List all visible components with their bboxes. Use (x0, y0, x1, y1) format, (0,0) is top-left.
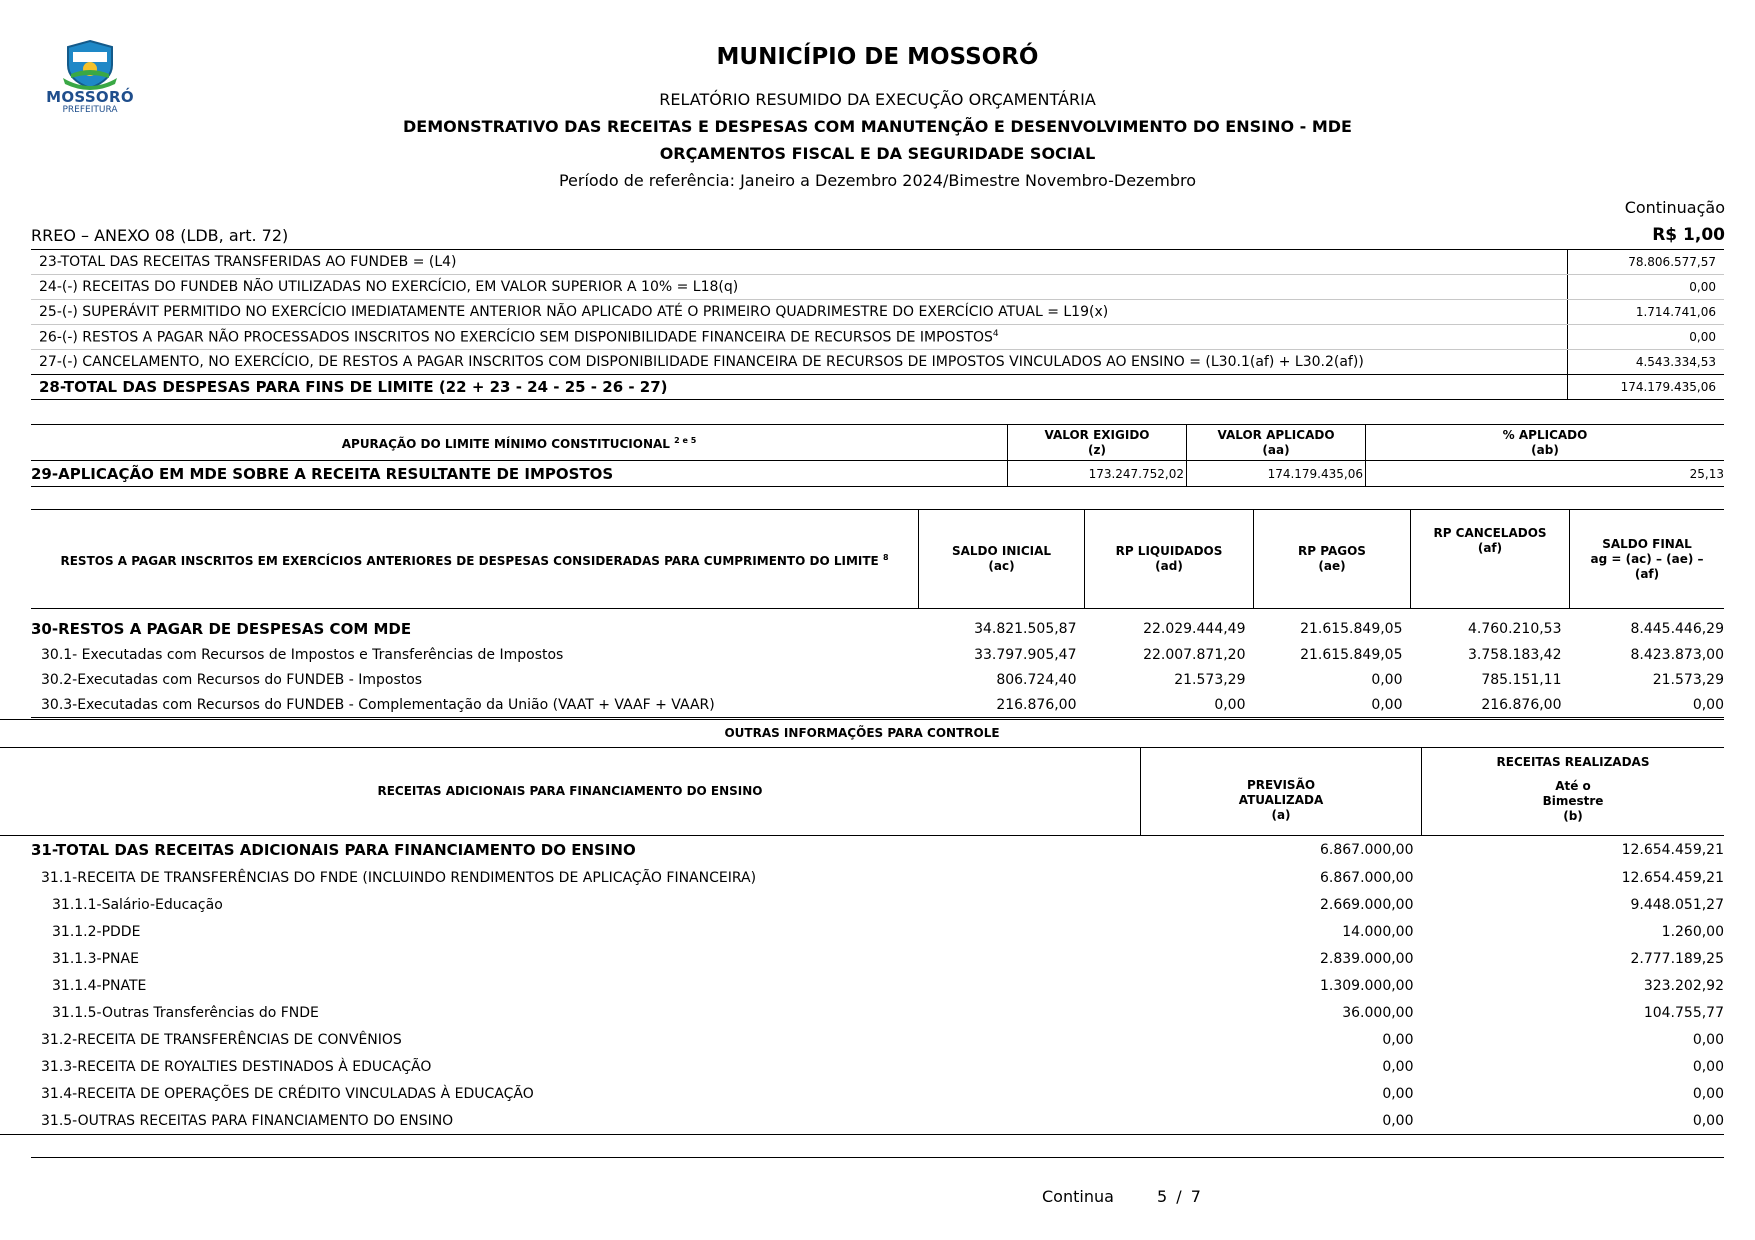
footnote-marker: 2 e 5 (674, 436, 697, 445)
header-code: ag = (ac) – (ae) – (af) (1590, 551, 1704, 581)
table-row (0, 918, 1724, 945)
row-value: 8.423.873,00 (1630, 646, 1724, 663)
table-row (31, 250, 1724, 275)
row-label: 31.1.2-PDDE (52, 923, 141, 940)
header-label: % APLICADO (1502, 427, 1588, 442)
table-row (0, 945, 1724, 972)
row-label: 31-TOTAL DAS RECEITAS ADICIONAIS PARA FINANCIAMENTO DO ENSINO (31, 841, 636, 859)
header-code: (ab) (1531, 442, 1559, 457)
header-label: RP LIQUIDADOS (1115, 544, 1223, 558)
restos-header-c3 (1254, 510, 1411, 609)
limit-header-title (31, 425, 1008, 461)
row-value: 4.760.210,53 (1467, 620, 1562, 637)
row-value: 36.000,00 (1342, 1004, 1414, 1021)
restos-header-c2 (1085, 510, 1254, 609)
row-value: 216.876,00 (1411, 692, 1570, 718)
municipality-title: MUNICÍPIO DE MOSSORÓ (716, 44, 1039, 70)
header-label: ATUALIZADA (1238, 792, 1324, 807)
page-number: 5 / 7 (1157, 1187, 1201, 1206)
header-label: VALOR APLICADO (1217, 427, 1335, 442)
row-value: 21.573,29 (1652, 671, 1724, 688)
header-code: (ae) (1318, 559, 1346, 573)
table-row (31, 692, 1724, 718)
row-value: 806.724,40 (996, 671, 1077, 688)
row-label: 30.3-Executadas com Recursos do FUNDEB - Complementação da União (VAAT + VAAF + VAAR) (31, 692, 919, 718)
restos-header-c4 (1411, 510, 1570, 609)
row-value: 174.179.435,06 (1568, 375, 1725, 400)
row-label: 28-TOTAL DAS DESPESAS PARA FINS DE LIMITE (22 + 23 - 24 - 25 - 26 - 27) (31, 375, 1568, 400)
limit-header-aplicado (1187, 425, 1366, 461)
restos-a-pagar-table (31, 509, 1724, 718)
row-label-cell (31, 325, 1568, 350)
limit-header-percentual (1366, 425, 1725, 461)
table-row (31, 350, 1724, 375)
row-label: 26-(-) RESTOS A PAGAR NÃO PROCESSADOS INSCRITOS NO EXERCÍCIO SEM DISPONIBILIDADE FINANCEIRA DE RECURSOS DE IMPOSTOS (39, 329, 993, 346)
row-value: 6.867.000,00 (1319, 869, 1414, 886)
header-label: Até o (1555, 779, 1591, 794)
revenues-header-ate-bimestre (1422, 777, 1725, 835)
footnote-marker: 8 (882, 552, 889, 562)
table-row (31, 300, 1724, 325)
budgets-title: ORÇAMENTOS FISCAL E DA SEGURIDADE SOCIAL (659, 144, 1096, 163)
row-value: 3.758.183,42 (1467, 646, 1562, 663)
statement-title: DEMONSTRATIVO DAS RECEITAS E DESPESAS COM MANUTENÇÃO E DESENVOLVIMENTO DO ENSINO - MDE (403, 117, 1352, 136)
row-value: 4.543.334,53 (1568, 350, 1725, 375)
row-value: 2.777.189,25 (1630, 950, 1724, 967)
row-value: 0,00 (1371, 671, 1403, 688)
header-code: (aa) (1262, 442, 1290, 457)
row-value: 0,00 (1692, 1058, 1724, 1075)
restos-header-c1 (919, 510, 1085, 609)
header-label: RESTOS A PAGAR INSCRITOS EM EXERCÍCIOS ANTERIORES DE DESPESAS CONSIDERADAS PARA CUMPRIMENTO DO LIMITE (60, 553, 879, 568)
header-code: (a) (1271, 807, 1291, 822)
revenues-header-previsao (1141, 747, 1422, 836)
constitutional-limit-table (31, 424, 1724, 487)
table-row (31, 461, 1724, 487)
header-code: (ac) (988, 559, 1015, 573)
row-value: 323.202,92 (1643, 977, 1724, 994)
annex-label: RREO – ANEXO 08 (LDB, art. 72) (31, 226, 289, 245)
table-header-row (31, 425, 1724, 461)
footnote-marker: 4 (992, 328, 999, 339)
restos-header-c5 (1570, 510, 1725, 609)
total-row (31, 375, 1724, 400)
row-label: 27-(-) CANCELAMENTO, NO EXERCÍCIO, DE RESTOS A PAGAR INSCRITOS COM DISPONIBILIDADE FINANCEIRA DE RECURSOS DE IMPOSTOS VINCULADOS AO ENSINO = (L30.1(af) + L30.2(af)) (31, 350, 1568, 375)
row-value: 1.260,00 (1661, 923, 1724, 940)
row-value: 0,00 (1568, 325, 1725, 350)
header-label: RP CANCELADOS (1433, 526, 1547, 540)
row-label: 31.1.3-PNAE (52, 950, 139, 967)
header-code: (af) (1477, 541, 1503, 555)
header-code: (ad) (1155, 559, 1183, 573)
table-row (31, 667, 1724, 692)
row-value: 6.867.000,00 (1319, 842, 1414, 858)
row-value: 21.615.849,05 (1300, 646, 1403, 663)
continuation-label: Continuação (1624, 198, 1725, 217)
row-value: 8.445.446,29 (1630, 620, 1724, 637)
header-label: SALDO FINAL (1602, 536, 1692, 551)
header-code: (b) (1563, 809, 1583, 824)
row-value: 0,00 (1382, 1085, 1414, 1102)
row-value: 14.000,00 (1342, 923, 1414, 940)
reference-period: Período de referência: Janeiro a Dezembro 2024/Bimestre Novembro-Dezembro (558, 171, 1197, 190)
row-label: 30.2-Executadas com Recursos do FUNDEB - Impostos (41, 671, 423, 688)
row-value: 1.309.000,00 (1319, 977, 1414, 994)
table-header-row (31, 510, 1724, 609)
row-value: 9.448.051,27 (1630, 896, 1724, 913)
table-row (0, 972, 1724, 999)
logo-subtitle: PREFEITURA (62, 105, 118, 115)
row-value: 21.573,29 (1174, 671, 1246, 688)
continues-label: Continua (1042, 1187, 1114, 1206)
deductions-table (31, 249, 1724, 400)
table-row (0, 864, 1724, 891)
table-row (0, 1080, 1724, 1107)
header-code: (z) (1088, 442, 1106, 457)
table-row (31, 275, 1724, 300)
table-row (0, 1026, 1724, 1053)
table-row (31, 609, 1724, 643)
header-label: RP PAGOS (1298, 544, 1366, 558)
row-value: 22.029.444,49 (1143, 620, 1246, 637)
row-label: 30-RESTOS A PAGAR DE DESPESAS COM MDE (31, 619, 412, 638)
row-value: 22.007.871,20 (1143, 646, 1246, 663)
table-row (31, 642, 1724, 667)
row-label: 25-(-) SUPERÁVIT PERMITIDO NO EXERCÍCIO IMEDIATAMENTE ANTERIOR NÃO APLICADO ATÉ O PRIMEIRO QUADRIMESTRE DO EXERCÍCIO ATUAL = L19(x) (31, 300, 1568, 325)
report-title: RELATÓRIO RESUMIDO DA EXECUÇÃO ORÇAMENTÁRIA (659, 90, 1096, 109)
row-label: 31.5-OUTRAS RECEITAS PARA FINANCIAMENTO DO ENSINO (0, 1107, 1141, 1135)
table-row (0, 891, 1724, 918)
header-label: PREVISÃO (1246, 777, 1316, 792)
row-label: 31.3-RECEITA DE ROYALTIES DESTINADOS À EDUCAÇÃO (41, 1058, 432, 1075)
table-row (0, 999, 1724, 1026)
header-label: VALOR EXIGIDO (1044, 427, 1150, 442)
row-value: 34.821.505,87 (974, 620, 1077, 637)
row-label: 31.2-RECEITA DE TRANSFERÊNCIAS DE CONVÊNIOS (41, 1031, 402, 1048)
row-label: 31.1.1-Salário-Educação (52, 896, 223, 913)
row-value: 216.876,00 (919, 692, 1085, 718)
row-label: 24-(-) RECEITAS DO FUNDEB NÃO UTILIZADAS NO EXERCÍCIO, EM VALOR SUPERIOR A 10% = L18(q) (31, 275, 1568, 300)
table-row (0, 1053, 1724, 1080)
row-value: 1.714.741,06 (1568, 300, 1725, 325)
limit-header-exigido (1008, 425, 1187, 461)
currency-unit: R$ 1,00 (1652, 225, 1725, 245)
row-value: 0,00 (1141, 1107, 1422, 1135)
row-value: 0,00 (1382, 1058, 1414, 1075)
revenues-header-title: RECEITAS ADICIONAIS PARA FINANCIAMENTO DO ENSINO (0, 747, 1141, 836)
row-value: 2.839.000,00 (1319, 950, 1414, 967)
row-value: 173.247.752,02 (1008, 461, 1187, 487)
row-value: 0,00 (1570, 692, 1725, 718)
row-value: 0,00 (1568, 275, 1725, 300)
restos-header-title (31, 510, 919, 609)
row-label: 31.1-RECEITA DE TRANSFERÊNCIAS DO FNDE (INCLUINDO RENDIMENTOS DE APLICAÇÃO FINANCEIRA) (41, 869, 757, 886)
header-label: SALDO INICIAL (951, 544, 1052, 558)
row-value: 0,00 (1085, 692, 1254, 718)
row-value: 0,00 (1254, 692, 1411, 718)
row-value: 12.654.459,21 (1621, 869, 1724, 886)
row-value: 21.615.849,05 (1300, 620, 1403, 637)
table-header-row (0, 747, 1724, 777)
row-value: 785.151,11 (1481, 671, 1562, 688)
row-label: 31.1.4-PNATE (52, 977, 147, 994)
row-label: 29-APLICAÇÃO EM MDE SOBRE A RECEITA RESULTANTE DE IMPOSTOS (31, 461, 1008, 487)
row-value: 2.669.000,00 (1319, 896, 1414, 913)
table-row (31, 325, 1724, 350)
row-value: 12.654.459,21 (1621, 842, 1724, 858)
logo-name: MOSSORÓ (46, 88, 134, 106)
page-end-divider (31, 1157, 1724, 1158)
row-value: 174.179.435,06 (1187, 461, 1366, 487)
row-value: 0,00 (1422, 1107, 1725, 1135)
table-row (0, 836, 1724, 865)
row-label: 23-TOTAL DAS RECEITAS TRANSFERIDAS AO FUNDEB = (L4) (31, 250, 1568, 275)
row-value: 0,00 (1692, 1031, 1724, 1048)
row-value: 0,00 (1382, 1031, 1414, 1048)
header-label: APURAÇÃO DO LIMITE MÍNIMO CONSTITUCIONAL (341, 437, 670, 451)
revenues-header-realizadas: RECEITAS REALIZADAS (1422, 747, 1725, 777)
row-value: 33.797.905,47 (974, 646, 1077, 663)
header-label: Bimestre (1542, 794, 1604, 809)
row-label: 30.1- Executadas com Recursos de Impostos e Transferências de Impostos (41, 646, 564, 663)
table-row (0, 1107, 1724, 1135)
row-label: 31.4-RECEITA DE OPERAÇÕES DE CRÉDITO VINCULADAS À EDUCAÇÃO (41, 1085, 534, 1102)
row-value: 104.755,77 (1643, 1004, 1724, 1021)
row-value: 0,00 (1692, 1085, 1724, 1102)
row-value: 25,13 (1366, 461, 1725, 487)
additional-revenues-table (0, 747, 1724, 1135)
other-info-title: OUTRAS INFORMAÇÕES PARA CONTROLE (0, 719, 1724, 748)
row-value: 78.806.577,57 (1568, 250, 1725, 275)
row-label: 31.1.5-Outras Transferências do FNDE (52, 1004, 319, 1021)
